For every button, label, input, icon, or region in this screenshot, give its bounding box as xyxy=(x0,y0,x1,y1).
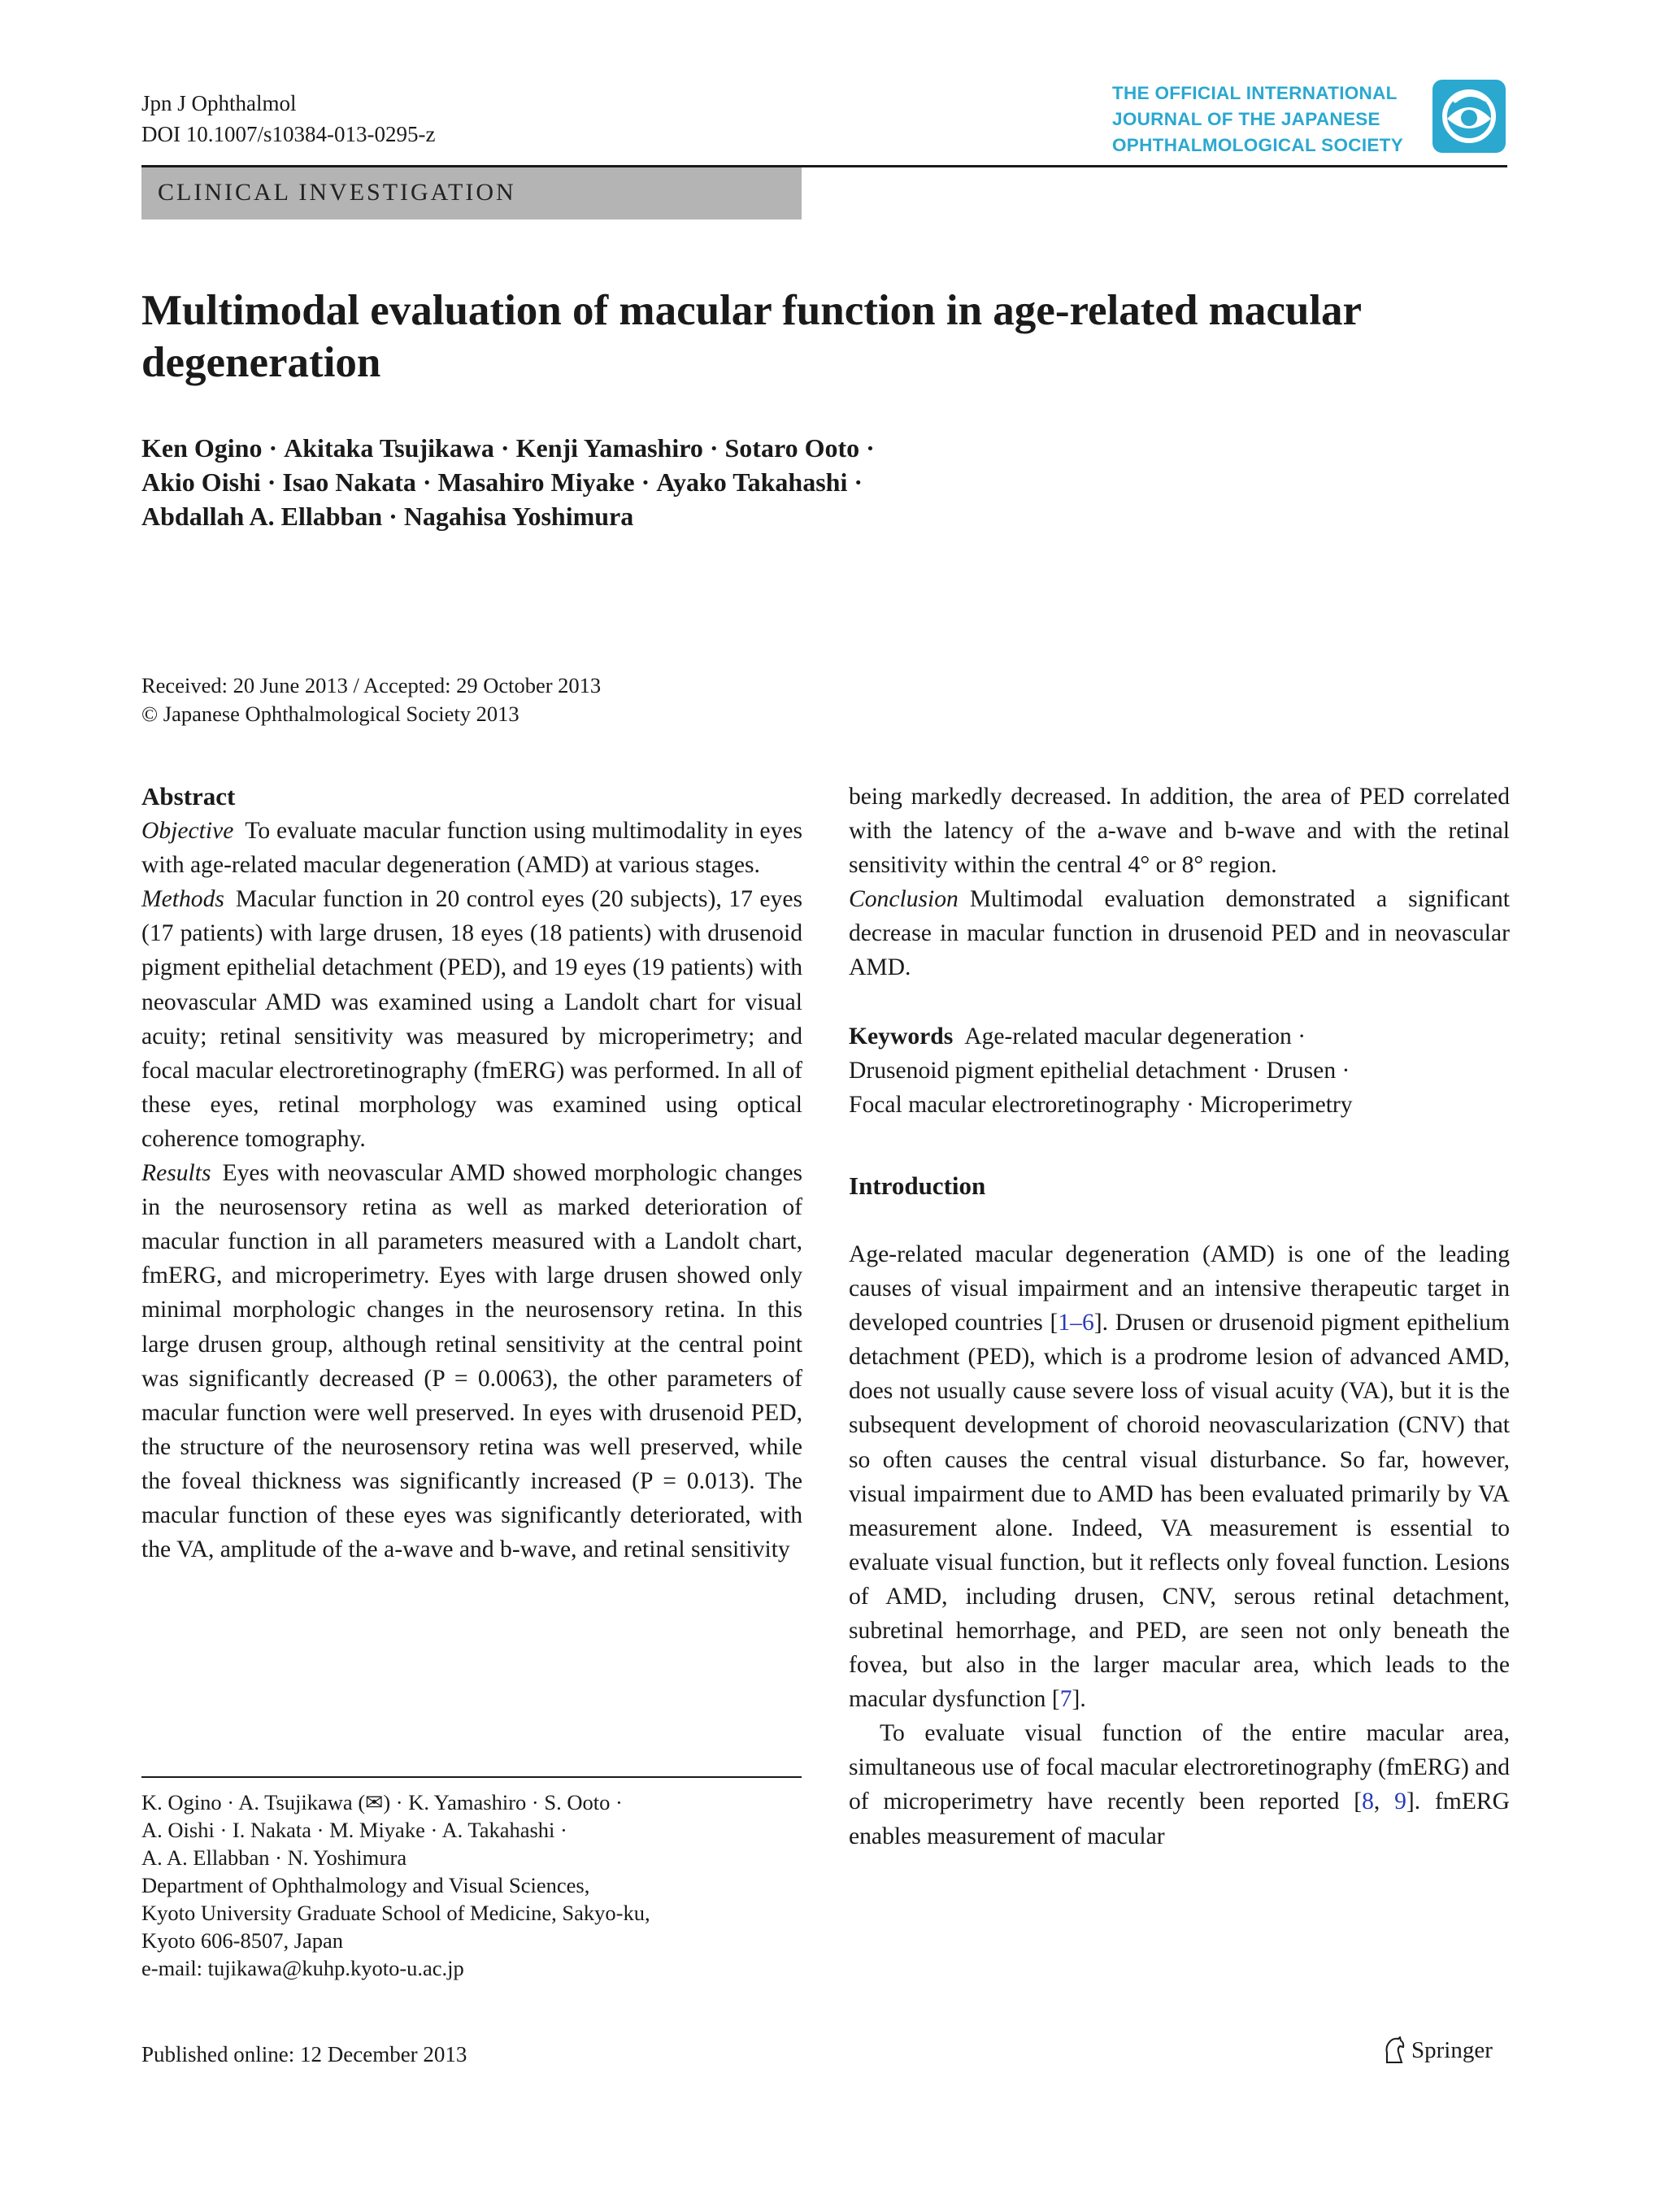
citation-link[interactable]: 8 xyxy=(1362,1788,1374,1815)
author[interactable]: Ken Ogino xyxy=(141,433,263,463)
keyword[interactable]: Focal macular electroretinography xyxy=(849,1091,1180,1118)
abstract-results-continued: being markedly decreased. In addition, the area of PED correlated with the latency of the a-wave and b-wave and with the retinal sensitivity within the central 4° or 8° region. xyxy=(849,784,1510,879)
citation-link[interactable]: 9 xyxy=(1394,1788,1406,1815)
article-title: Multimodal evaluation of macular function in age-related macular degeneration xyxy=(141,287,1363,386)
received-accepted: Received: 20 June 2013 / Accepted: 29 October 2013 xyxy=(141,673,602,697)
introduction-paragraph: Age-related macular degeneration (AMD) is one of the leading causes of visual impairment and an intensive therapeutic target in developed countries [1–6]. Drusen or drusenoid pigment epithelium detachment (PED), which is a prodrome lesion of advanced AMD, does not usually cause severe loss of visual acuity (VA), but it is the subsequent development of choroid neovascularization (CNV) that so often causes the central visual disturbance. So far, however, visual impairment due to AMD has been evaluated primarily by VA measurement alone. Indeed, VA measurement is essential to evaluate visual function, but it reflects only foveal function. Lesions of AMD, including drusen, CNV, serous retinal detachment, subretinal hemorrhage, and PED, are seen not only beneath the fovea, but also in the larger macular area, which leads to the macular dysfunction [7]. xyxy=(849,1241,1510,1713)
publisher-name: Springer xyxy=(1411,2036,1493,2063)
introduction-heading: Introduction xyxy=(849,1171,986,1200)
footnote-rule xyxy=(141,1776,802,1778)
springer-horse-icon xyxy=(1382,2036,1406,2064)
author[interactable]: Masahiro Miyake xyxy=(437,467,635,497)
author-list: Ken Ogino · Akitaka Tsujikawa · Kenji Yamashiro · Sotaro Ooto · Akio Oishi · Isao Nakata · Masahiro Miyake · Ayako Takahashi · Abdallah A. Ellabban · Nagahisa Yoshimura xyxy=(141,433,875,531)
email[interactable]: e-mail: tujikawa@kuhp.kyoto-u.ac.jp xyxy=(141,1956,464,1980)
affiliation-footnote: K. Ogino · A. Tsujikawa (✉) · K. Yamashiro · S. Ooto · A. Oishi · I. Nakata · M. Miyake · A. Takahashi · A. A. Ellabban · N. Yoshimura Department of Ophthalmology and Visual Sciences, Kyoto University Graduate School of Medicine, Sakyo-ku, Kyoto 606-8507, Japan e-mail: tujikawa@kuhp.kyoto-u.ac.jp xyxy=(141,1788,802,1982)
jos-eye-logo-icon xyxy=(1431,78,1507,154)
author[interactable]: Abdallah A. Ellabban xyxy=(141,502,383,531)
author[interactable]: Isao Nakata xyxy=(282,467,416,497)
published-date: Published online: 12 December 2013 xyxy=(141,2042,467,2066)
author[interactable]: Nagahisa Yoshimura xyxy=(403,502,634,531)
keyword[interactable]: Drusenoid pigment epithelial detachment xyxy=(849,1057,1246,1084)
right-column xyxy=(849,780,1510,1853)
keywords: Keywords Age-related macular degeneration · Drusenoid pigment epithelial detachment · Drusen · Focal macular electroretinography · Microperimetry xyxy=(849,1023,1353,1118)
society-tagline: THE OFFICIAL INTERNATIONAL JOURNAL OF THE JAPANESE OPHTHALMOLOGICAL SOCIETY xyxy=(1112,83,1404,155)
section-label: CLINICAL INVESTIGATION xyxy=(158,179,516,206)
abstract-results: Results Eyes with neovascular AMD showed morphologic changes in the neurosensory retina as well as marked deterioration of macular function in all parameters measured with a Landolt chart, fmERG, and microperimetry. Eyes with large drusen showed only minimal morphologic changes in the neurosensory retina. In this large drusen group, although retinal sensitivity at the central point was significantly decreased (P = 0.0063), the other parameters of macular function were well preserved. In eyes with drusenoid PED, the structure of the neurosensory retina was well preserved, while the foveal thickness was significantly increased (P = 0.013). The macular function of these eyes was significantly deteriorated, with the VA, amplitude of the a-wave and b-wave, and retinal sensitivity xyxy=(141,1160,802,1563)
keyword[interactable]: Drusen xyxy=(1266,1057,1337,1084)
author[interactable]: Kenji Yamashiro xyxy=(515,433,703,463)
introduction-paragraph: To evaluate visual function of the entire macular area, simultaneous use of focal macular electroretinography (fmERG) and of microperimetry have recently been reported [8, 9]. fmERG enables measurement of macular xyxy=(849,1720,1511,1849)
citation-link[interactable]: 7 xyxy=(1059,1686,1072,1713)
section-banner xyxy=(141,167,802,219)
abstract-objective: Objective To evaluate macular function using multimodality in eyes with age-related macular degeneration (AMD) at various stages. xyxy=(141,818,802,879)
author[interactable]: Akitaka Tsujikawa xyxy=(284,433,494,463)
copyright: © Japanese Ophthalmological Society 2013 xyxy=(141,702,519,726)
citation-link[interactable]: 1–6 xyxy=(1058,1310,1094,1336)
keyword[interactable]: Age-related macular degeneration xyxy=(964,1023,1292,1050)
publisher-mark xyxy=(1382,2036,1493,2064)
article-dates xyxy=(141,671,601,728)
abstract-column xyxy=(141,780,802,1567)
keyword[interactable]: Microperimetry xyxy=(1200,1091,1353,1118)
author[interactable]: Sotaro Ooto xyxy=(724,433,860,463)
abstract-conclusion: Conclusion Multimodal evaluation demonstrated a significant decrease in macular function in drusenoid PED and in neovascular AMD. xyxy=(849,886,1510,981)
journal-header xyxy=(141,88,435,150)
author[interactable]: Ayako Takahashi xyxy=(656,467,848,497)
doi[interactable]: DOI 10.1007/s10384-013-0295-z xyxy=(141,122,436,146)
abstract-methods: Methods Macular function in 20 control eyes (20 subjects), 17 eyes (17 patients) with large drusen, 18 eyes (18 patients) with drusenoid pigment epithelial detachment (PED), and 19 eyes (19 patients) with neovascular AMD was examined using a Landolt chart for visual acuity; retinal sensitivity was measured by microperimetry; and focal macular electroretinography (fmERG) was performed. In all of these eyes, retinal morphology was examined using optical coherence tomography. xyxy=(141,886,802,1152)
author[interactable]: Akio Oishi xyxy=(141,467,261,497)
abstract-heading: Abstract xyxy=(141,782,236,810)
journal-name: Jpn J Ophthalmol xyxy=(141,91,297,115)
